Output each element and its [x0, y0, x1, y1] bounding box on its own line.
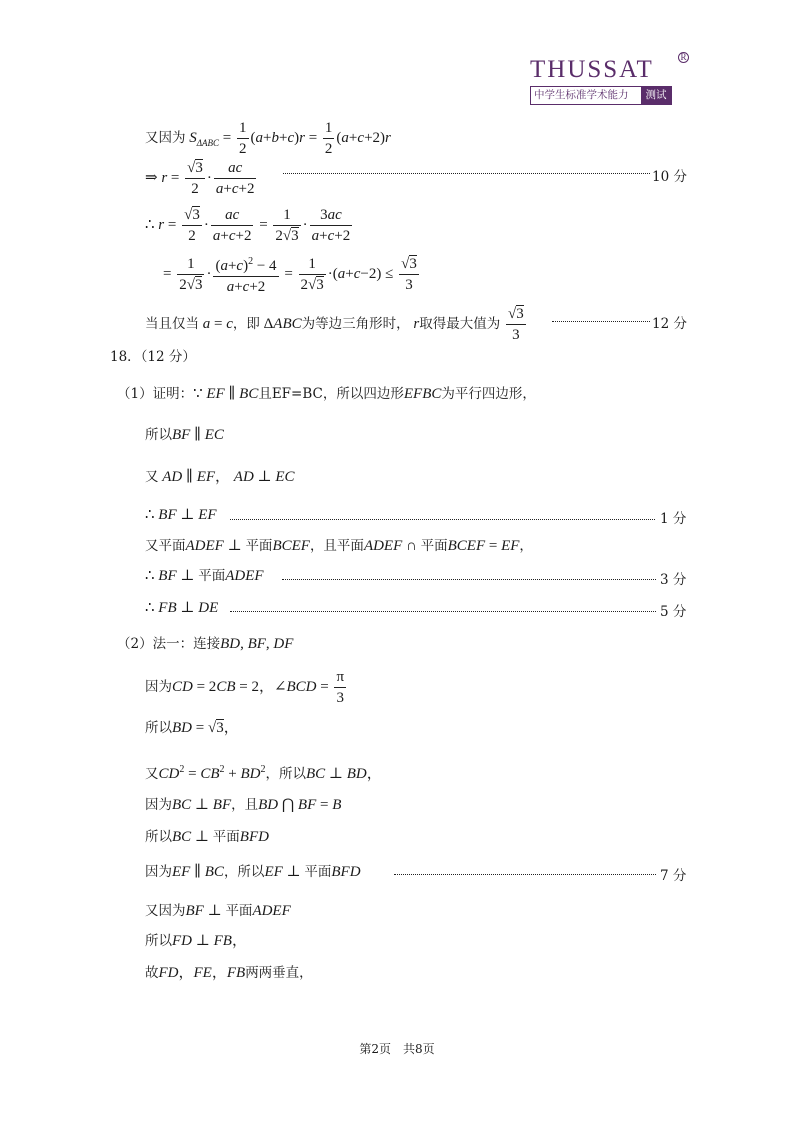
- formula-r-derivation: ∴ r = $\frac{√3}{2}$ · $\frac{ac}{a+c+2}$ = $\frac{1}{2√3}$ · $\frac{3ac}{a+c+2}$: [145, 207, 351, 244]
- score-leader: [552, 321, 650, 322]
- score-leader: [283, 173, 650, 174]
- page-footer: 第2页 共8页: [359, 1042, 435, 1056]
- equality-condition-line: 当且仅当 a = c，即 ΔABC为等边三角形时， r取得最大值为 $\frac{√3}{3}$: [145, 306, 524, 343]
- text: ，且平面: [309, 538, 364, 554]
- text: 平面: [198, 568, 226, 584]
- proof-line: 所以BF ∥ EC: [145, 427, 224, 443]
- text: ，即: [232, 315, 260, 332]
- formula-area-line: 又因为 $S_{\Delta ABC}$ = $\frac{1}{2}$ (a+b+c)r = $\frac{1}{2}$ (a+c+2)r: [145, 120, 391, 157]
- text: 平面: [225, 903, 253, 919]
- text: 平面: [245, 538, 273, 554]
- text: 两两垂直，: [245, 965, 313, 981]
- text: 因为: [145, 797, 172, 813]
- score-leader: [230, 519, 655, 520]
- text: （1）证明：: [117, 386, 194, 402]
- proof-line: 又平面ADEF ⊥ 平面BCEF，且平面ADEF ∩ 平面BCEF = EF，: [145, 538, 533, 554]
- proof-line: ∴ BF ⊥ EF: [145, 507, 217, 523]
- proof-line: 又因为BF ⊥ 平面ADEF: [145, 903, 291, 919]
- score-leader: [282, 579, 656, 580]
- score-leader: [230, 611, 656, 612]
- score-label: 7 分: [660, 868, 687, 884]
- logo-tag: 测试: [641, 87, 671, 104]
- text: 当且仅当: [145, 315, 199, 332]
- text: ，: [519, 538, 533, 554]
- formula-r-line: ⇒ r = $\frac{√3}{2}$ · $\frac{ac}{a+c+2}$: [145, 160, 255, 197]
- proof-line: 所以FD ⊥ FB，: [145, 933, 247, 949]
- proof-line: 因为CD = 2CB = 2，∠BCD = $\frac{\pi}{3}$: [145, 669, 345, 706]
- text: ，且: [231, 797, 259, 813]
- logo-brand: THUSSAT: [530, 56, 654, 83]
- text: （2）法一：连接: [117, 636, 221, 652]
- proof-line: 所以BD = √3，: [145, 720, 239, 736]
- text: 又: [145, 469, 159, 485]
- score-label: 3 分: [660, 572, 687, 588]
- score-label: 12 分: [652, 316, 687, 332]
- text: 且EF=BC，所以四边形: [258, 386, 404, 402]
- proof-line: 故FD，FE，FB两两垂直，: [145, 965, 313, 981]
- text: 为等边三角形时，: [301, 315, 410, 332]
- text: ，所以: [265, 766, 306, 782]
- logo-subtitle-bar: [530, 86, 672, 105]
- text: 又因为: [145, 903, 186, 919]
- score-label: 5 分: [660, 604, 687, 620]
- proof-line: 又$CD^2 = CB^2 + BD^2$，所以BC ⊥ BD，: [145, 764, 382, 782]
- question-heading: 18．（12 分）: [110, 349, 196, 365]
- text: 因为: [145, 678, 172, 695]
- text: 平面: [212, 829, 240, 845]
- text: 取得最大值为: [419, 315, 501, 332]
- text: 所以: [145, 829, 172, 845]
- formula-r-bound: = $\frac{1}{2√3}$ · $\frac{(a+c)^2 - 4}{a+c+2}$ = $\frac{1}{2√3}$ ·(a+c−2) ≤ $\frac{√3}{3}$: [163, 256, 417, 295]
- proof-part2-heading: （2）法一：连接BD, BF, DF: [117, 636, 294, 652]
- text: 平面: [420, 538, 448, 554]
- text: 因为: [145, 864, 172, 880]
- text: 所以: [145, 720, 172, 736]
- score-label: 1 分: [660, 511, 687, 527]
- text: 故: [145, 965, 159, 981]
- proof-part1-line: （1）证明：∵ EF ∥ BC且EF=BC，所以四边形EFBC为平行四边形，: [117, 386, 536, 402]
- text: 又因为: [145, 129, 186, 146]
- text: 所以: [145, 933, 172, 949]
- text: EFBC: [403, 386, 442, 402]
- score-leader: [394, 874, 656, 875]
- proof-line: 所以BC ⊥ 平面BFD: [145, 829, 269, 845]
- text: 所以: [145, 427, 172, 443]
- text: 为平行四边形，: [441, 386, 536, 402]
- proof-line: ∴ FB ⊥ DE: [145, 600, 219, 616]
- registered-mark-icon: R: [678, 52, 689, 63]
- score-label: 10 分: [652, 169, 687, 185]
- text: 平面: [304, 864, 332, 880]
- proof-line: 又 AD ∥ EF， AD ⊥ EC: [145, 469, 295, 485]
- logo-subtitle: 中学生标准学术能力: [534, 89, 629, 101]
- thussat-logo: [530, 52, 690, 105]
- text: 又: [145, 766, 159, 782]
- proof-line: ∴ BF ⊥ 平面ADEF: [145, 568, 264, 584]
- text: 又平面: [145, 538, 186, 554]
- proof-line: 因为EF ∥ BC，所以EF ⊥ 平面BFD: [145, 864, 361, 880]
- text: ，所以: [223, 864, 265, 880]
- proof-line: 因为BC ⊥ BF，且BD ⋂ BF = B: [145, 797, 342, 813]
